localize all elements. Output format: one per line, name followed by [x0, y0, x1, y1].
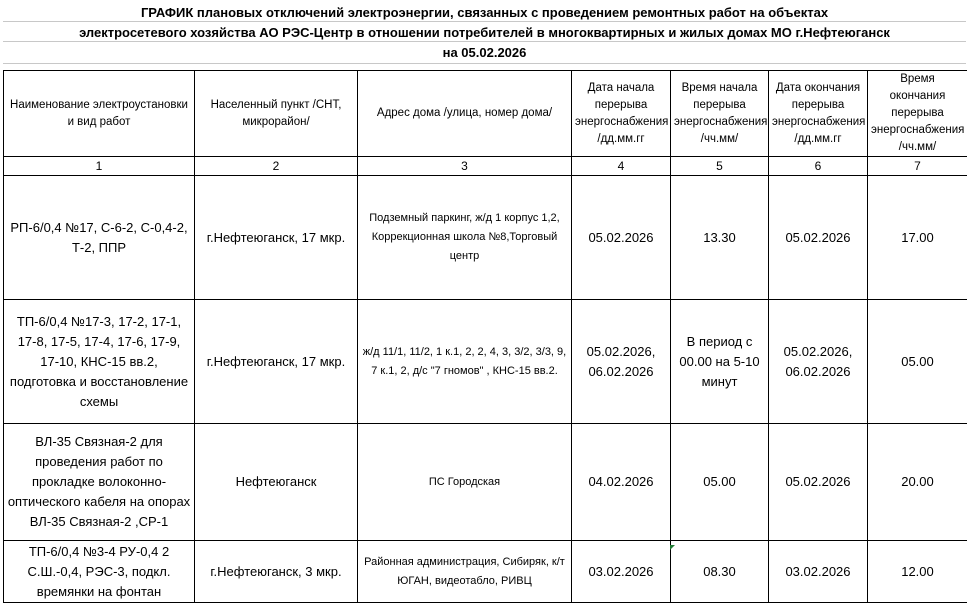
table-row — [4, 300, 967, 424]
column-number-cell[interactable]: 2 — [195, 157, 358, 176]
column-number-row — [4, 157, 967, 176]
header-cell[interactable]: Наименование электроустановки и вид работ — [4, 71, 195, 157]
row-divider — [3, 41, 966, 42]
locality-cell[interactable]: г.Нефтеюганск, 17 мкр. — [195, 176, 358, 300]
installation-cell[interactable]: ТП-6/0,4 №17-3, 17-2, 17-1, 17-8, 17-5, 17-4, 17-6, 17-9, 17-10, КНС-15 вв.2, подготовка и восстановление схемы — [4, 300, 195, 424]
address-cell[interactable]: ж/д 11/1, 11/2, 1 к.1, 2, 2, 4, 3, 3/2, 3/3, 9, 7 к.1, 2, д/с "7 гномов" , КНС-15 вв.2. — [358, 300, 572, 424]
installation-cell[interactable]: РП-6/0,4 №17, С-6-2, С-0,4-2, Т-2, ППР — [4, 176, 195, 300]
end-time-cell[interactable]: 17.00 — [868, 176, 967, 300]
end-date-cell[interactable]: 05.02.2026 — [769, 424, 868, 541]
address-cell[interactable]: Подземный паркинг, ж/д 1 корпус 1,2, Коррекционная школа №8,Торговый центр — [358, 176, 572, 300]
column-number-cell[interactable]: 7 — [868, 157, 967, 176]
locality-cell[interactable]: г.Нефтеюганск, 17 мкр. — [195, 300, 358, 424]
installation-cell[interactable]: ВЛ-35 Связная-2 для проведения работ по прокладке волоконно-оптического кабеля на опорах ВЛ-35 Связная-2 ,СР-1 — [4, 424, 195, 541]
address-cell[interactable]: Районная администрация, Сибиряк, к/т ЮГАН, видеотабло, РИВЦ — [358, 541, 572, 603]
column-number-cell[interactable]: 4 — [572, 157, 671, 176]
cell-comment-marker-icon — [670, 545, 675, 550]
outage-schedule-table — [3, 70, 967, 603]
end-date-cell[interactable]: 05.02.2026, 06.02.2026 — [769, 300, 868, 424]
title-line-1: ГРАФИК плановых отключений электроэнергии, связанных с проведением ремонтных работ на объектах — [140, 5, 829, 20]
row-divider — [3, 63, 966, 64]
start-time-cell[interactable]: В период с 00.00 на 5-10 минут — [671, 300, 769, 424]
column-number-cell[interactable]: 1 — [4, 157, 195, 176]
table-row — [4, 541, 967, 603]
installation-cell[interactable]: ТП-6/0,4 №3-4 РУ-0,4 2 С.Ш.-0,4, РЭС-3, подкл. времянки на фонтан — [4, 541, 195, 603]
start-time-cell[interactable]: 08.30 — [671, 541, 769, 603]
start-date-cell[interactable]: 05.02.2026 — [572, 176, 671, 300]
start-time-cell[interactable]: 05.00 — [671, 424, 769, 541]
locality-cell[interactable]: г.Нефтеюганск, 3 мкр. — [195, 541, 358, 603]
end-date-cell[interactable]: 03.02.2026 — [769, 541, 868, 603]
header-cell[interactable]: Дата окончания перерыва энергоснабжения /дд.мм.гг — [769, 71, 868, 157]
title-line-2: электросетевого хозяйства АО РЭС-Центр в отношении потребителей в многоквартирных и жилых домах МО г.Нефтеюганск — [79, 25, 890, 40]
end-time-cell[interactable]: 20.00 — [868, 424, 967, 541]
header-cell[interactable]: Дата начала перерыва энергоснабжения /дд.мм.гг — [572, 71, 671, 157]
header-row — [4, 71, 967, 157]
header-cell[interactable]: Адрес дома /улица, номер дома/ — [358, 71, 572, 157]
start-date-cell[interactable]: 04.02.2026 — [572, 424, 671, 541]
table-row — [4, 176, 967, 300]
table-row — [4, 424, 967, 541]
locality-cell[interactable]: Нефтеюганск — [195, 424, 358, 541]
end-date-cell[interactable]: 05.02.2026 — [769, 176, 868, 300]
end-time-cell[interactable]: 05.00 — [868, 300, 967, 424]
title-line-3: на 05.02.2026 — [442, 45, 527, 60]
header-cell[interactable]: Время окончания перерыва энергоснабжения /чч.мм/ — [868, 71, 967, 157]
column-number-cell[interactable]: 5 — [671, 157, 769, 176]
start-date-cell[interactable]: 03.02.2026 — [572, 541, 671, 603]
address-cell[interactable]: ПС Городская — [358, 424, 572, 541]
column-number-cell[interactable]: 3 — [358, 157, 572, 176]
end-time-cell[interactable]: 12.00 — [868, 541, 967, 603]
column-number-cell[interactable]: 6 — [769, 157, 868, 176]
start-date-cell[interactable]: 05.02.2026, 06.02.2026 — [572, 300, 671, 424]
header-cell[interactable]: Время начала перерыва энергоснабжения /чч.мм/ — [671, 71, 769, 157]
header-cell[interactable]: Населенный пункт /СНТ, микрорайон/ — [195, 71, 358, 157]
row-divider — [3, 21, 966, 22]
start-time-cell[interactable]: 13.30 — [671, 176, 769, 300]
